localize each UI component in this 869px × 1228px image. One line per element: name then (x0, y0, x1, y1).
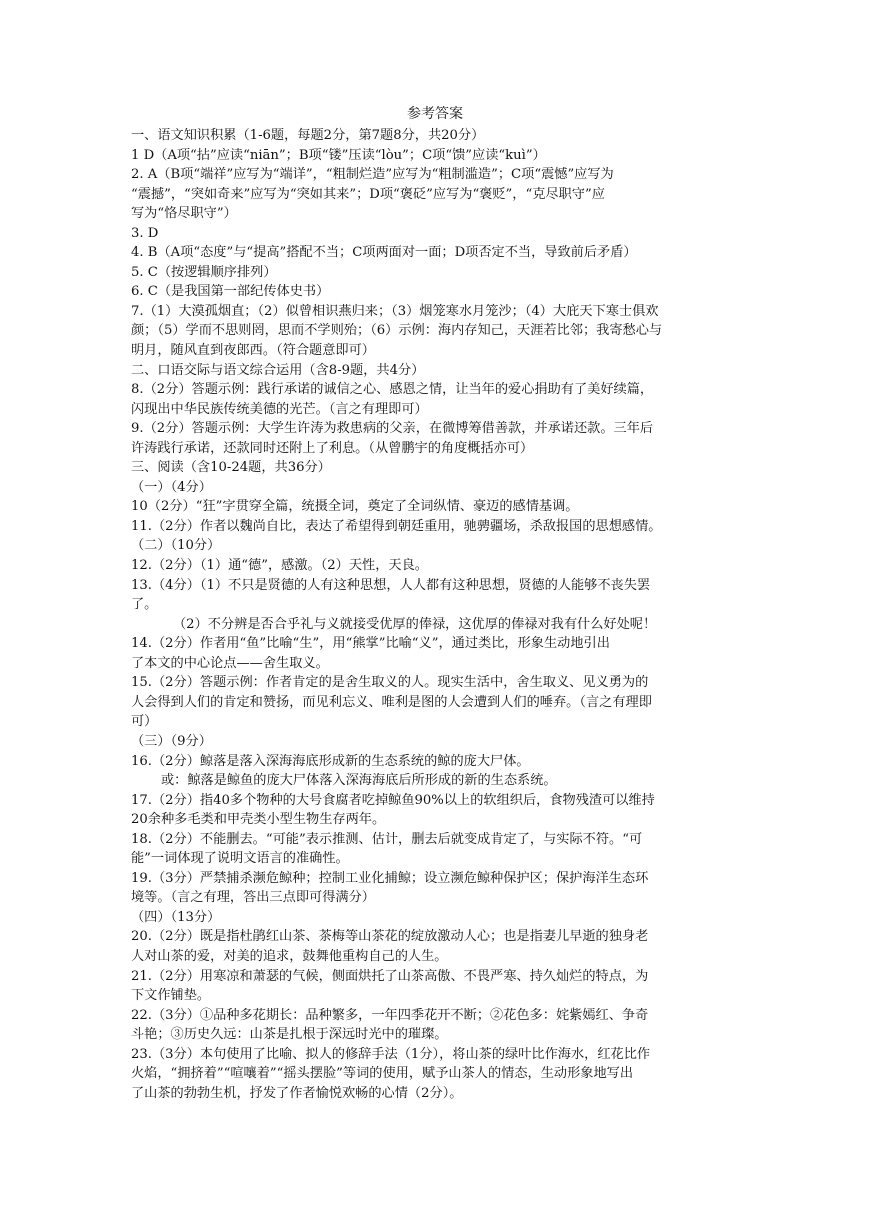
text-line: 斗艳；③历史久远：山茶是扎根于深远时光中的璀璨。 (131, 1027, 448, 1043)
text-line: 火焰，“拥挤着”“喧嚷着”“摇头摆脸”等词的使用，赋予山茶人的情态，生动形象地写出 (131, 1066, 634, 1082)
text-line: 可） (131, 714, 158, 730)
text-line: 写为“恪尽职守”） (131, 206, 237, 222)
text-line: 11.（2分）作者以魏尚自比，表达了希望得到朝廷重用，驰骋疆场，杀敌报国的思想感情。 (131, 518, 662, 534)
text-line: 1 D（A项“拈”应读“niān”；B项“镂”压读“lòu”；C项“馈”应读“kuì”） (131, 147, 546, 163)
text-line: 或：鲸落是鲸鱼的庞大尸体落入深海海底后所形成的新的生态系统。 (161, 773, 557, 789)
text-line: （二）（10分） (131, 538, 221, 554)
text-line: 了山茶的勃勃生机，抒发了作者愉悦欢畅的心情（2分）。 (131, 1085, 463, 1101)
text-line: 人对山茶的爱，对美的追求，鼓舞他重构自己的人生。 (131, 948, 448, 964)
text-line: 5. C（按逻辑顺序排列） (131, 264, 277, 280)
text-line: 8.（2分）答题示例：践行承诺的诚信之心、感恩之情，让当年的爱心捐助有了美好续篇， (131, 382, 654, 398)
text-line: 许涛践行承诺，还款同时还附上了利息。（从曾鹏宇的角度概括亦可） (131, 440, 534, 456)
text-line: 18.（2分）不能删去。“可能”表示推测、估计，删去后就变成肯定了，与实际不符。“可 (131, 831, 643, 847)
text-line: 人会得到人们的肯定和赞扬，而见利忘义、唯利是图的人会遭到人们的唾弃。（言之有理即 (131, 694, 652, 710)
text-line: 23.（3分）本句使用了比喻、拟人的修辞手法（1分），将山茶的绿叶比作海水，红花比作 (131, 1046, 651, 1062)
text-line: 20余种多毛类和甲壳类小型生物生存两年。 (131, 812, 386, 828)
answer-key-body (131, 103, 739, 1103)
text-line: 13.（4分）（1）不只是贤德的人有这种思想，人人都有这种思想，贤德的人能够不丧失罢 (131, 577, 651, 593)
text-line: 了。 (131, 597, 158, 613)
text-line: 9.（2分）答题示例：大学生许涛为救患病的父亲，在微博筹借善款，并承诺还款。三年后 (131, 421, 654, 437)
text-line: （三）（9分） (131, 733, 212, 749)
text-line: 7.（1）大漠孤烟直；（2）似曾相识燕归来；（3）烟笼寒水月笼沙；（4）大庇天下寒士俱欢 (131, 303, 659, 319)
text-line: 6. C（是我国第一部纪传体史书） (131, 284, 330, 300)
text-line: 19.（3分）严禁捕杀濒危鲸种；控制工业化捕鲸；设立濒危鲸种保护区；保护海洋生态环 (131, 870, 649, 886)
text-line: 境等。（言之有理，答出三点即可得满分） (131, 890, 375, 906)
text-line: 12.（2分）（1）通“德”，感激。（2）天性，天良。 (131, 558, 428, 574)
text-line: （2）不分辨是否合乎礼与义就接受优厚的俸禄，这优厚的俸禄对我有什么好处呢！ (173, 616, 657, 632)
text-line: 明月，随风直到夜郎西。（符合题意即可） (131, 343, 375, 359)
text-line: “震撼”，“突如奇来”应写为“突如其来”；D项“褒砭”应写为“褒贬”，“克尽职守”应 (131, 186, 605, 202)
text-line: （一）（4分） (131, 479, 212, 495)
text-line: （四）（13分） (131, 909, 221, 925)
text-line: 了本文的中心论点——舍生取义。 (131, 655, 329, 671)
text-line: 22.（3分）①品种多花期长：品种繁多，一年四季花开不断；②花色多：姹紫嫣红、争奇 (131, 1007, 649, 1023)
text-line: 14.（2分）作者用“鱼”比喻“生”，用“熊掌”比喻“义”，通过类比，形象生动地引出 (131, 636, 610, 652)
text-line: 17.（2分）指40多个物种的大号食腐者吃掉鲸鱼90%以上的软组织后，食物残渣可以维持 (131, 792, 655, 808)
text-line: 颜；（5）学而不思则罔，思而不学则殆；（6）示例：海内存知己，天涯若比邻；我寄愁心与 (131, 323, 663, 339)
answer-lines (131, 126, 739, 1103)
text-line: 2. A（B项“端祥”应写为“端详”，“粗制烂造”应写为“粗制滥造”；C项“震憾”应写为 (131, 167, 614, 183)
text-line: 21.（2分）用寒凉和萧瑟的气候，侧面烘托了山茶高傲、不畏严寒、持久灿烂的特点，为 (131, 968, 649, 984)
text-line: 能”一词体现了说明文语言的准确性。 (131, 851, 349, 867)
text-line: 三、阅读（含10-24题，共36分） (131, 460, 331, 476)
text-line: 20.（2分）既是指杜鹃红山茶、茶梅等山茶花的绽放激动人心；也是指妻儿早逝的独身老 (131, 929, 649, 945)
text-line: 二、口语交际与语文综合运用（含8-9题，共4分） (131, 362, 425, 378)
text-line: 15.（2分）答题示例：作者肯定的是舍生取义的人。现实生活中，舍生取义、见义勇为的 (131, 675, 649, 691)
text-line: 4. B（A项“态度”与“提高”搭配不当；C项两面对一面；D项否定不当，导致前后矛盾） (131, 245, 637, 261)
text-line: 3. D (131, 225, 159, 241)
document-title: 参考答案 (407, 106, 463, 122)
text-line: 一、语文知识积累（1-6题，每题2分，第7题8分，共20分） (131, 128, 485, 143)
text-line: 下文作铺垫。 (131, 988, 211, 1004)
text-line: 16.（2分）鲸落是落入深海海底形成新的生态系统的鲸的庞大尸体。 (131, 753, 530, 769)
text-line: 10（2分）“狂”字贯穿全篇，统摄全词，奠定了全词纵情、豪迈的感情基调。 (131, 499, 579, 515)
text-line: 闪现出中华民族传统美德的光芒。（言之有理即可） (131, 401, 428, 417)
